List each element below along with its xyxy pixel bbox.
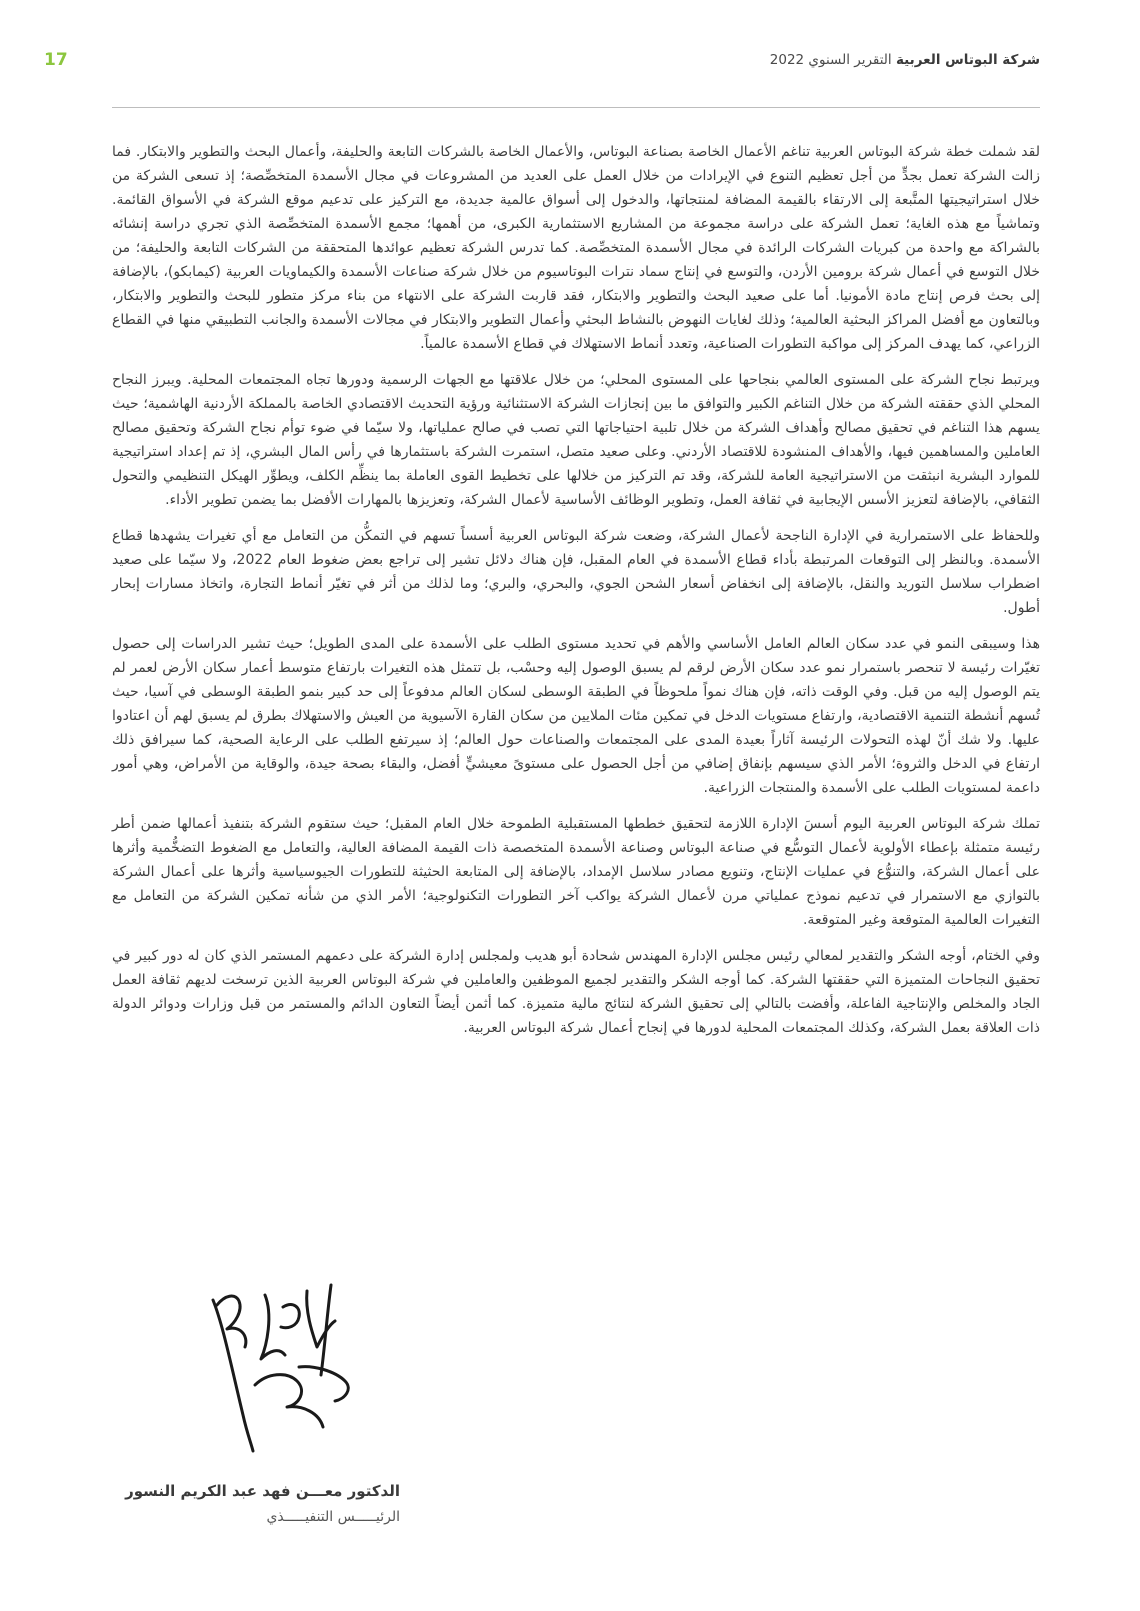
signer-block bbox=[100, 1478, 400, 1530]
page-number: 17 bbox=[44, 50, 68, 70]
paragraph-4: هذا وسيبقى النمو في عدد سكان العالم العامل الأساسي والأهم في تحديد مستوى الطلب على الأسمدة على المدى الطويل؛ حيث تشير الدراسات إلى حصول تغيّرات رئيسة لا تنحصر باستمرار نمو عدد سكان الأرض لرقم لم يسبق الوصول إليه وحسْب، بل تتمثل هذه التغيرات بارتفاع متوسط أعمار سكان الأرض لعمر لم يتم الوصول إليه من قبل. وفي الوقت ذاته، فإن هناك نمواً ملحوظاً في الطبقة الوسطى لسكان العالم مدفوعاً إلى حد كبير بنمو الطبقة الوسطى في آسيا، حيث تُسهم أنشطة التنمية الاقتصادية، وارتفاع مستويات الدخل في تمكين مئات الملايين من سكان القارة الآسيوية من العيش والاستهلاك بطرق لم يسبق لهم أن اعتادوا عليها. ولا شك أنّ لهذه التحولات الرئيسة آثاراً بعيدة المدى على المجتمعات والصناعات حول العالم؛ إذ سيرتفع الطلب على الرعاية الصحية، كما سيرافق ذلك ارتفاع في الدخل والثروة؛ الأمر الذي سيسهم بإنفاق إضافي من أجل الحصول على مستوىً معيشيٍّ أفضل، والبقاء بصحة جيدة، والوقاية من الأمراض، وهي أمور داعمة لمستويات الطلب على الأسمدة والمنتجات الزراعية. bbox=[112, 636, 1040, 796]
header-report-title: التقرير السنوي 2022 bbox=[769, 52, 892, 68]
signer-title: الرئيـــــس التنفيـــــذي bbox=[266, 1509, 400, 1525]
header-divider bbox=[112, 107, 1040, 108]
paragraph-1: لقد شملت خطة شركة البوتاس العربية تناغم الأعمال الخاصة بصناعة البوتاس، والأعمال الخاصة بالشركات التابعة والحليفة، وأعمال البحث والتطوير والابتكار. فما زالت الشركة تعمل بجدٍّ من أجل تعظيم التنوع في الإيرادات من خلال العمل على العديد من المشروعات في مجال الأسمدة المتخصِّصة؛ إذ تسعى الشركة من خلال استراتيجيتها المتَّبعة إلى الارتقاء بالقيمة المضافة لمنتجاتها، والدخول إلى أسواق عالمية جديدة، مع التركيز على تدعيم موقع الشركة في الأسواق القائمة. وتماشياً مع هذه الغاية؛ تعمل الشركة على دراسة مجموعة من المشاريع الاستثمارية الكبرى، من أهمها؛ مجمع الأسمدة المتخصِّصة الذي تجري دراسة إنشائه بالشراكة مع واحدة من كبريات الشركات الرائدة في مجال الأسمدة المتخصِّصة. كما تدرس الشركة تعظيم عوائدها المتحققة من الشركات التابعة والحليفة؛ من خلال التوسع في أعمال شركة برومين الأردن، والتوسع في إنتاج سماد نترات البوتاسيوم من خلال شركة صناعات الأسمدة والكيماويات العربية (كيمابكو)، بالإضافة إلى بحث فرص إنتاج مادة الأمونيا. أما على صعيد البحث والتطوير والابتكار، فقد قاربت الشركة على الانتهاء من بناء مركز متطور للبحث والتطوير والابتكار، وبالتعاون مع أفضل المراكز البحثية العالمية؛ وذلك لغايات النهوض بالنشاط البحثي وأعمال التطوير والابتكار في مجالات الأسمدة والجانب التطبيقي منها في القطاع الزراعي، كما يهدف المركز إلى مواكبة التطورات الصناعية، وتعدد أنماط الاستهلاك في قطاع الأسمدة عالمياً. bbox=[112, 144, 1040, 352]
paragraph-5: تملك شركة البوتاس العربية اليوم أسسَ الإدارة اللازمة لتحقيق خططها المستقبلية الطموحة خلال العام المقبل؛ حيث ستقوم الشركة بتنفيذ أعمالها ضمن أطر رئيسة متمثلة بإعطاء الأولوية لأعمال التوسُّع في صناعة البوتاس وصناعة الأسمدة المتخصصة ذات القيمة المضافة العالية، والتعامل مع الضغوط التضخُّمية وأثرها على أعمال الشركة، والتنوُّع في عمليات الإنتاج، وتنويع مصادر سلاسل الإمداد، بالإضافة إلى المتابعة الحثيثة للتطورات الجيوسياسية وأثرها على أعمال الشركة بالتوازي مع الاستمرار في تدعيم نموذج عملياتي مرن لأعمال الشركة يواكب آخر التطورات التكنولوجية؛ الأمر الذي من شأنه تمكين الشركة من التعامل مع التغيرات العالمية المتوقعة وغير المتوقعة. bbox=[112, 816, 1040, 928]
letter-body bbox=[112, 140, 1040, 1052]
header-company-name: شركة البوتاس العربية bbox=[895, 52, 1040, 68]
header-title bbox=[770, 52, 1040, 68]
paragraph-3: وللحفاظ على الاستمرارية في الإدارة الناجحة لأعمال الشركة، وضعت شركة البوتاس العربية أسساً تسهم في التمكُّن من التعامل مع أي تغيرات يشهدها قطاع الأسمدة. وبالنظر إلى التوقعات المرتبطة بأداء قطاع الأسمدة في العام المقبل، فإن هناك دلائل تشير إلى تراجع بعض ضغوط العام 2022، ولا سيّما على صعيد اضطراب سلاسل التوريد والنقل، بالإضافة إلى انخفاض أسعار الشحن الجوي، والبحري، والبري؛ وما لذلك من أثر في تغيّر أنماط التجارة، واتخاذ مسارات إبحار أطول. bbox=[112, 528, 1040, 616]
paragraph-2: ويرتبط نجاح الشركة على المستوى العالمي بنجاحها على المستوى المحلي؛ من خلال علاقتها مع الجهات الرسمية ودورها تجاه المجتمعات المحلية. ويبرز النجاح المحلي الذي حققته الشركة من خلال التناغم الكبير والتوافق ما بين إنجازات الشركة الاستثنائية ورؤية التحديث الاقتصادي الخاصة بالمملكة الأردنية الهاشمية؛ حيث يسهم هذا التناغم في تحقيق مصالح وأهداف الشركة من خلال تلبية احتياجاتها التي تصب في صالح عملياتها، ولا سيّما في ضوء توأم نجاح الشركة وتحقيق مصالح العاملين والمساهمين فيها، والأهداف المنشودة للاقتصاد الأردني. وعلى صعيد متصل، استمرت الشركة باستثمارها في رأس المال البشري، إذ تم إعداد استراتيجية للموارد البشرية انبثقت من الاستراتيجية العامة للشركة، وقد تم التركيز من خلالها على تخطيط القوى العاملة بما ينظِّم الكلف، ويطوِّر الهيكل التنظيمي والتحول الثقافي، بالإضافة لتعزيز الأسس الإيجابية في ثقافة العمل، وتطوير الوظائف الأساسية لأعمال الشركة، وتعزيزها بالمهارات الأفضل بما يضمن تطوير الأداء. bbox=[112, 372, 1040, 508]
signer-name: الدكتور معـــن فهد عبد الكريم النسور bbox=[125, 1482, 400, 1500]
handwritten-signature bbox=[195, 1255, 395, 1465]
page-header bbox=[44, 48, 1040, 72]
paragraph-6: وفي الختام، أوجه الشكر والتقدير لمعالي رئيس مجلس الإدارة المهندس شحادة أبو هديب ولمجلس إدارة الشركة على دعمهم المستمر الذي كان له دور كبير في تحقيق النجاحات المتميزة التي حققتها الشركة. كما أوجه الشكر والتقدير لجميع الموظفين والعاملين في شركة البوتاس العربية الذين ترسخت لديهم ثقافة العمل الجاد والمخلص والإنتاجية الفاعلة، وأفضت بالتالي إلى تحقيق الشركة لنتائج مالية متميزة. كما أثمن أيضاً التعاون الدائم والمستمر من قبل وزارات ودوائر الدولة ذات العلاقة بعمل الشركة، وكذلك المجتمعات المحلية لدورها في إنجاح أعمال شركة البوتاس العربية. bbox=[112, 948, 1040, 1036]
